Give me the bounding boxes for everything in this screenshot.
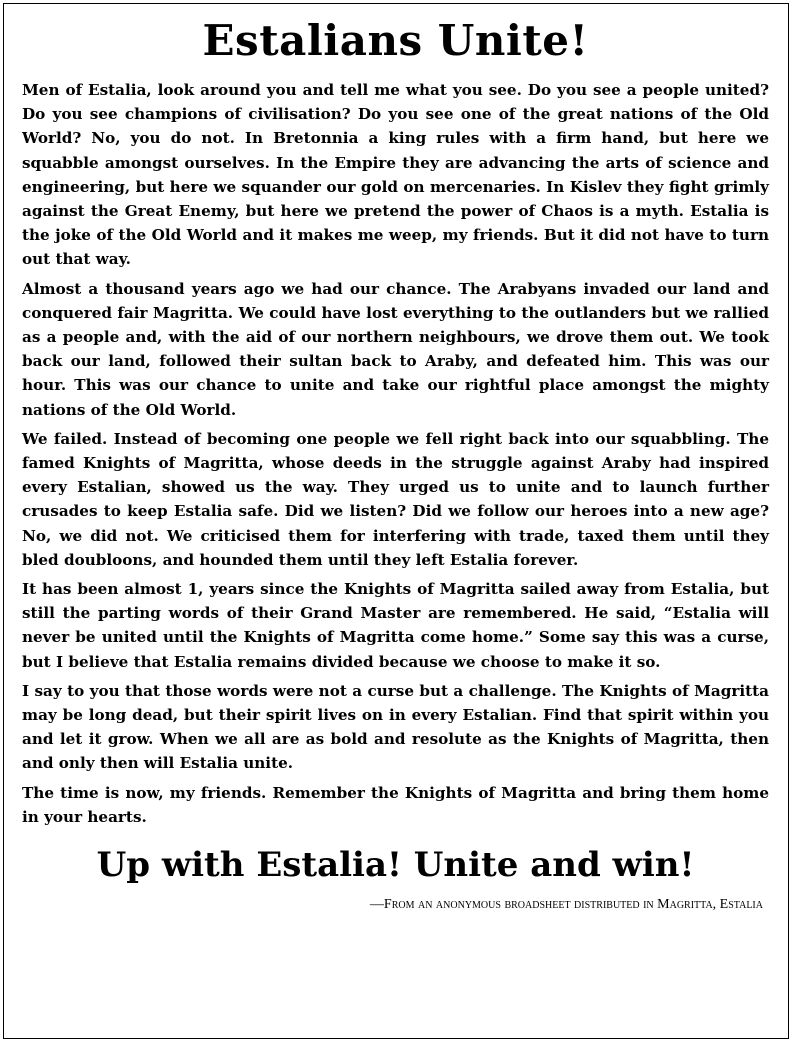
paragraph-4: It has been almost 1, years since the Knights of Magritta sailed away from Estalia, but still the parting words of their Grand Master are remembered. He said, “Estalia will never be united until the Knights of Magritta come home.” Some say this was a curse, but I believe that Estalia remains divided because we choose to make it so. <box>22 580 769 671</box>
paragraph-5: I say to you that those words were not a curse but a challenge. The Knights of Magritta may be long dead, but their spirit lives on in every Estalian. Find that spirit within you and let it grow. When we all are as bold and resolute as the Knights of Magritta, then and only then will Estalia unite. <box>22 681 769 773</box>
broadsheet-page <box>3 3 789 1039</box>
paragraph-3: We failed. Instead of becoming one people we fell right back into our squabbling. The famed Knights of Magritta, whose deeds in the struggle against Araby had inspired every Estalian, showed us the way. They urged us to unite and to launch further crusades to keep Estalia safe. Did we listen? Did we follow our heroes into a new age? No, we did not. We criticised them for interfering with trade, taxed them until they bled doubloons, and hounded them until they left Estalia forever. <box>22 429 769 569</box>
attribution-line: —From an anonymous broadsheet distributed in Magritta, Estalia <box>369 897 763 913</box>
page-title: Estalians Unite! <box>202 16 589 65</box>
paragraph-6: The time is now, my friends. Remember the Knights of Magritta and bring them home in your hearts. <box>22 783 769 826</box>
closing-slogan: Up with Estalia! Unite and win! <box>96 845 695 886</box>
paragraph-1: Men of Estalia, look around you and tell me what you see. Do you see a people united? Do you see champions of civilisation? Do you see one of the great nations of the Old World? No, you do not. In Bretonnia a king rules with a firm hand, but here we squabble amongst ourselves. In the Empire they are advancing the arts of science and engineering, but here we squander our gold on mercenaries. In Kislev they fight grimly against the Great Enemy, but here we pretend the power of Chaos is a myth. Estalia is the joke of the Old World and it makes me weep, my friends. But it did not have to turn out that way. <box>22 81 769 269</box>
paragraph-2: Almost a thousand years ago we had our chance. The Arabyans invaded our land and conquered fair Magritta. We could have lost everything to the outlanders but we rallied as a people and, with the aid of our northern neighbours, we drove them out. We took back our land, followed their sultan back to Araby, and defeated him. This was our hour. This was our chance to unite and take our rightful place amongst the mighty nations of the Old World. <box>22 279 769 419</box>
